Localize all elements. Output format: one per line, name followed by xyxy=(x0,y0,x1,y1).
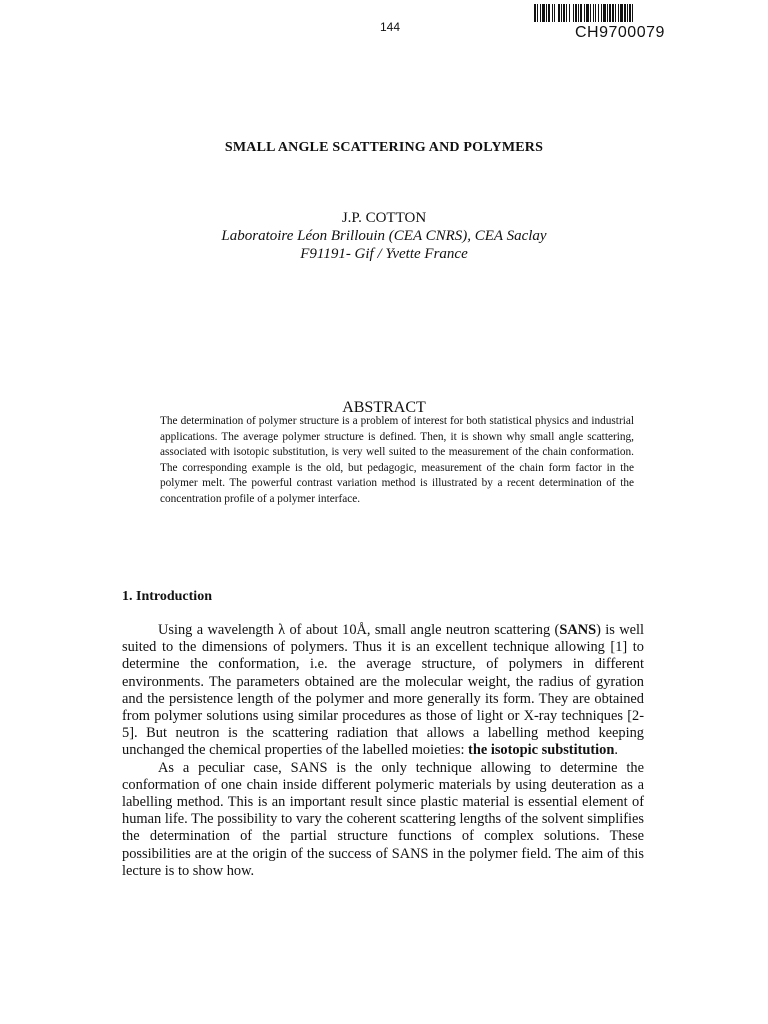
barcode xyxy=(534,4,692,22)
paragraph-2: As a peculiar case, SANS is the only technique allowing to determine the conformation of one chain inside different polymeric materials by using deuteration as a labelling method. This is an important result since plastic material is essential element of human life. The possibility to vary the coherent scattering lengths of the solvent simplifies the determination of the partial structure functions of complex solutions. These possibilities are at the origin of the success of SANS in the polymer field. The aim of this lecture is to show how. xyxy=(122,759,644,879)
paragraph-1-text-a: Using a wavelength λ of about 10Å, small angle neutron scattering ( xyxy=(158,622,560,638)
paper-title: SMALL ANGLE SCATTERING AND POLYMERS xyxy=(224,140,544,155)
author-name: J.P. COTTON xyxy=(341,210,427,226)
paragraph-1-text-b: ) is well suited to the dimensions of polymers. Thus it is an excellent technique allowing [1] to determine the conformation, i.e. the average structure, of polymers in different environments. The parameters obtained are the molecular weight, the radius of gyration and the persistence length of the polymer and more generally its form. They are obtained from polymer solutions using similar procedures as those of light or X-ray techniques [2-5]. But neutron is the scattering radiation that allows a labelling method keeping unchanged the chemical properties of the labelled moieties: xyxy=(122,622,644,759)
document-id: CH9700079 xyxy=(575,24,665,41)
paragraph-1-text-c: . xyxy=(614,742,618,759)
isotopic-substitution-term: the isotopic substitution xyxy=(468,742,615,759)
section-heading: 1. Introduction xyxy=(122,589,212,604)
section-body xyxy=(122,622,644,880)
sans-term: SANS xyxy=(559,622,597,638)
affiliation-line-1: Laboratoire Léon Brillouin (CEA CNRS), CEA Saclay xyxy=(221,228,547,244)
paragraph-1 xyxy=(122,622,644,760)
abstract-heading: ABSTRACT xyxy=(342,399,426,416)
abstract-text: The determination of polymer structure is a problem of interest for both statistical physics and industrial applications. The average polymer structure is defined. Then, it is shown why small angle scattering, associated with isotopic substitution, is very well suited to the measurement of the chain conformation. The corresponding example is the old, but pedagogic, measurement of the chain form factor in the polymer melt. The powerful contrast variation method is illustrated by a recent determination of the concentration profile of a polymer interface. xyxy=(160,415,634,505)
affiliation-line-2: F91191- Gif / Yvette France xyxy=(300,246,468,262)
page-number: 144 xyxy=(380,20,401,34)
